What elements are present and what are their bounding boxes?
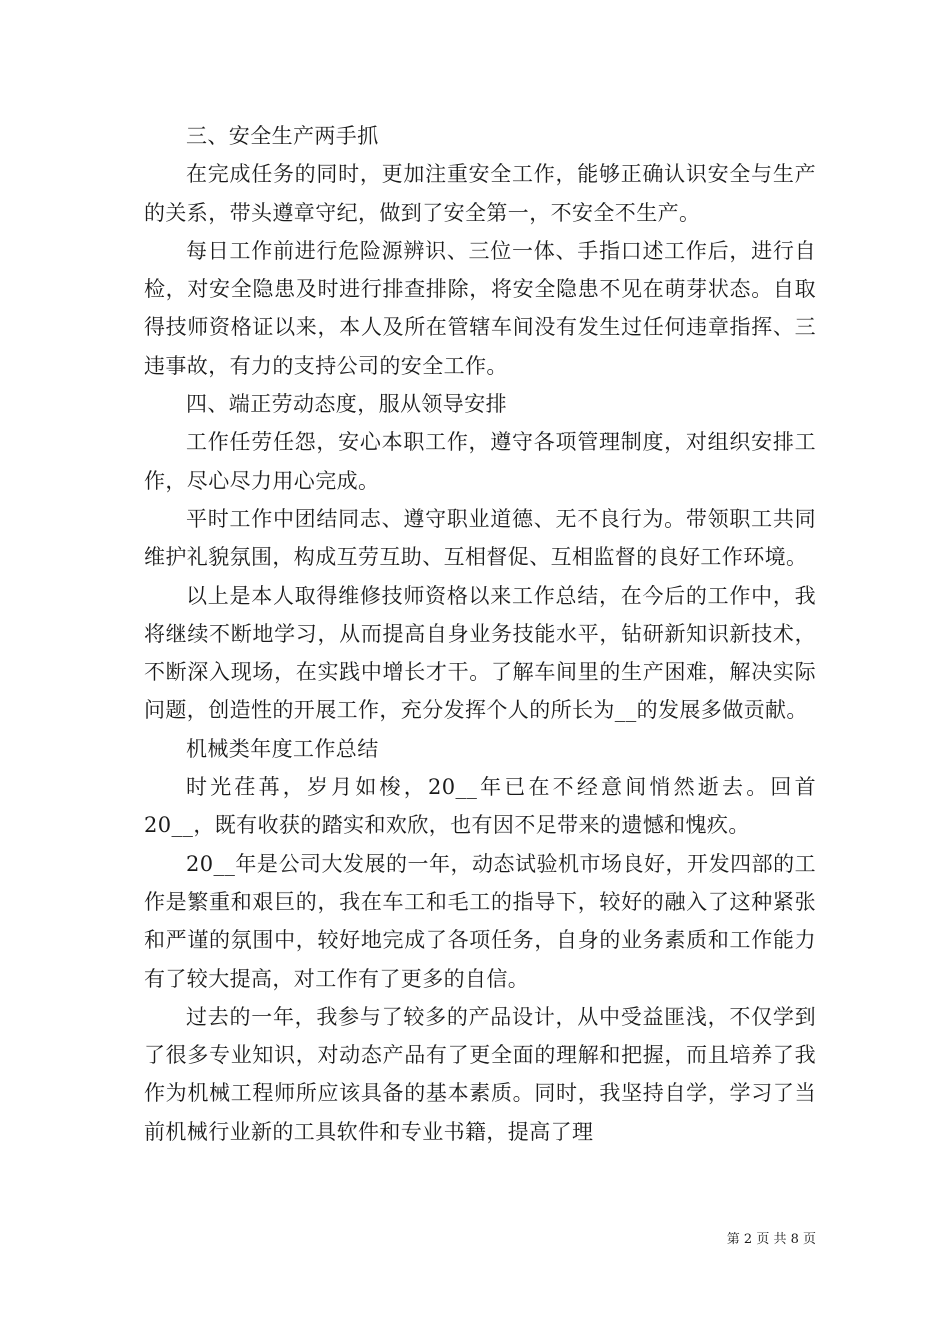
paragraph: 过去的一年，我参与了较多的产品设计，从中受益匪浅，不仅学到了很多专业知识，对动态产品有了更全面的理解和把握，而且培养了我作为机械工程师所应该具备的基本素质。同时，我坚持自学，学习了当前机械行业新的工具软件和专业书籍，提高了理 xyxy=(144,1004,816,1144)
document-body xyxy=(144,117,816,1151)
paragraph: 在完成任务的同时，更加注重安全工作，能够正确认识安全与生产的关系，带头遵章守纪，做到了安全第一，不安全不生产。 xyxy=(144,162,816,225)
page-number-footer: 第 2 页 共 8 页 xyxy=(726,1232,816,1247)
paragraph: 每日工作前进行危险源辨识、三位一体、手指口述工作后，进行自检，对安全隐患及时进行排查排除，将安全隐患不见在萌芽状态。自取得技师资格证以来，本人及所在管辖车间没有发生过任何违章指挥、三违事故，有力的支持公司的安全工作。 xyxy=(144,238,816,378)
document-title: 机械类年度工作总结 xyxy=(186,736,379,761)
paragraph: 平时工作中团结同志、遵守职业道德、无不良行为。带领职工共同维护礼貌氛围，构成互劳互助、互相督促、互相监督的良好工作环境。 xyxy=(144,506,816,570)
paragraph: 工作任劳任怨，安心本职工作，遵守各项管理制度，对组织安排工作，尽心尽力用心完成。 xyxy=(144,430,816,493)
paragraph: 20__年是公司大发展的一年，动态试验机市场良好，开发四部的工作是繁重和艰巨的，我在车工和毛工的指导下，较好的融入了这种紧张和严谨的氛围中，较好地完成了各项任务，自身的业务素质和工作能力有了较大提高，对工作有了更多的自信。 xyxy=(144,851,816,991)
paragraph: 时光荏苒，岁月如梭，20__年已在不经意间悄然逝去。回首20__，既有收获的踏实和欢欣，也有因不足带来的遗憾和愧疚。 xyxy=(144,775,816,838)
section-heading-safety: 三、安全生产两手抓 xyxy=(186,124,379,148)
section-heading-attitude: 四、端正劳动态度，服从领导安排 xyxy=(186,392,507,417)
paragraph: 以上是本人取得维修技师资格以来工作总结，在今后的工作中，我将继续不断地学习，从而提高自身业务技能水平，钻研新知识新技术，不断深入现场，在实践中增长才干。了解车间里的生产困难，解决实际问题，创造性的开展工作，充分发挥个人的所长为__的发展多做贡献。 xyxy=(144,583,816,723)
